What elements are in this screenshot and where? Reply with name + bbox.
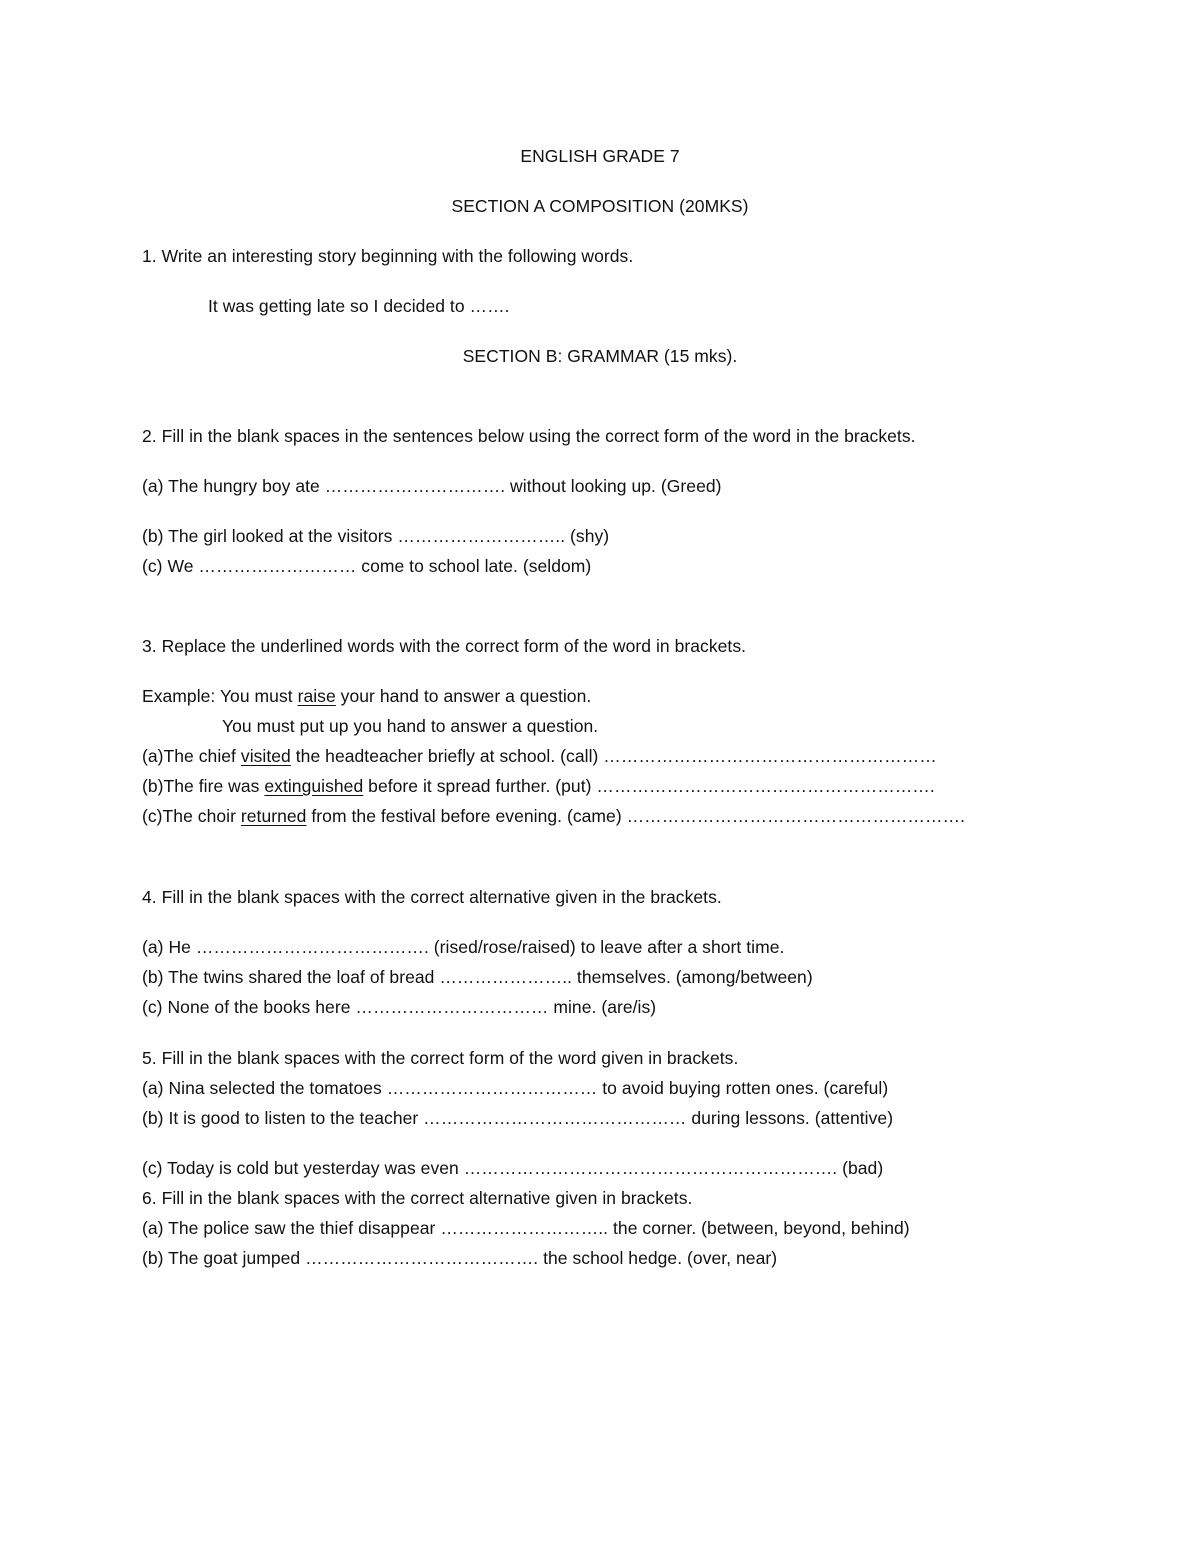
question-6a: (a) The police saw the thief disappear ……………………….. the corner. (between, beyond, behind) — [142, 1218, 910, 1238]
question-2c: (c) We ……………………… come to school late. (seldom) — [142, 556, 592, 576]
question-3-example-answer: You must put up you hand to answer a question. — [222, 716, 599, 736]
example-text-after: your hand to answer a question. — [335, 686, 592, 706]
section-b-heading: SECTION B: GRAMMAR (15 mks). — [462, 346, 738, 366]
question-5b: (b) It is good to listen to the teacher ……………………………………… during lessons. (attentive) — [142, 1108, 894, 1128]
question-3c — [142, 805, 965, 827]
question-3-instruction: 3. Replace the underlined words with the correct form of the word in brackets. — [142, 636, 747, 656]
question-4c: (c) None of the books here …………………………… mine. (are/is) — [142, 997, 657, 1017]
question-3a — [142, 745, 937, 767]
sentence-text-after: before it spread further. (put) …………………………………………………. — [363, 776, 935, 796]
page-title: ENGLISH GRADE 7 — [520, 146, 680, 166]
underlined-word: returned — [240, 806, 307, 826]
question-4-instruction: 4. Fill in the blank spaces with the correct alternative given in the brackets. — [142, 887, 722, 907]
story-prompt: It was getting late so I decided to ……. — [208, 296, 510, 316]
question-2b: (b) The girl looked at the visitors ……………………….. (shy) — [142, 526, 610, 546]
underlined-word: raise — [297, 686, 336, 706]
question-3-example — [142, 685, 591, 707]
section-a-heading: SECTION A COMPOSITION (20MKS) — [451, 196, 749, 216]
sentence-text-after: the headteacher briefly at school. (call) ………………………………………………… — [290, 746, 937, 766]
sentence-text-after: from the festival before evening. (came) …………………………………………………. — [306, 806, 965, 826]
question-5-instruction: 5. Fill in the blank spaces with the correct form of the word given in brackets. — [142, 1048, 739, 1068]
sentence-text-before: (c)The choir — [142, 806, 241, 826]
sentence-text-before: (a)The chief — [142, 746, 241, 766]
question-5a: (a) Nina selected the tomatoes ……………………………… to avoid buying rotten ones. (careful) — [142, 1078, 889, 1098]
underlined-word: extinguished — [264, 776, 364, 796]
question-4b: (b) The twins shared the loaf of bread ………………….. themselves. (among/between) — [142, 967, 813, 987]
question-5c: (c) Today is cold but yesterday was even ………………………………………………………. (bad) — [142, 1158, 884, 1178]
question-2a: (a) The hungry boy ate …………………………. without looking up. (Greed) — [142, 476, 722, 496]
question-2-instruction: 2. Fill in the blank spaces in the sentences below using the correct form of the word in the brackets. — [142, 426, 916, 446]
sentence-text-before: (b)The fire was — [142, 776, 265, 796]
question-6-instruction: 6. Fill in the blank spaces with the correct alternative given in brackets. — [142, 1188, 693, 1208]
question-4a: (a) He …………………………………. (rised/rose/raised) to leave after a short time. — [142, 937, 785, 957]
question-6b: (b) The goat jumped …………………………………. the school hedge. (over, near) — [142, 1248, 778, 1268]
example-text-before: Example: You must — [142, 686, 298, 706]
question-1: 1. Write an interesting story beginning with the following words. — [142, 246, 634, 266]
underlined-word: visited — [240, 746, 291, 766]
question-3b — [142, 775, 935, 797]
